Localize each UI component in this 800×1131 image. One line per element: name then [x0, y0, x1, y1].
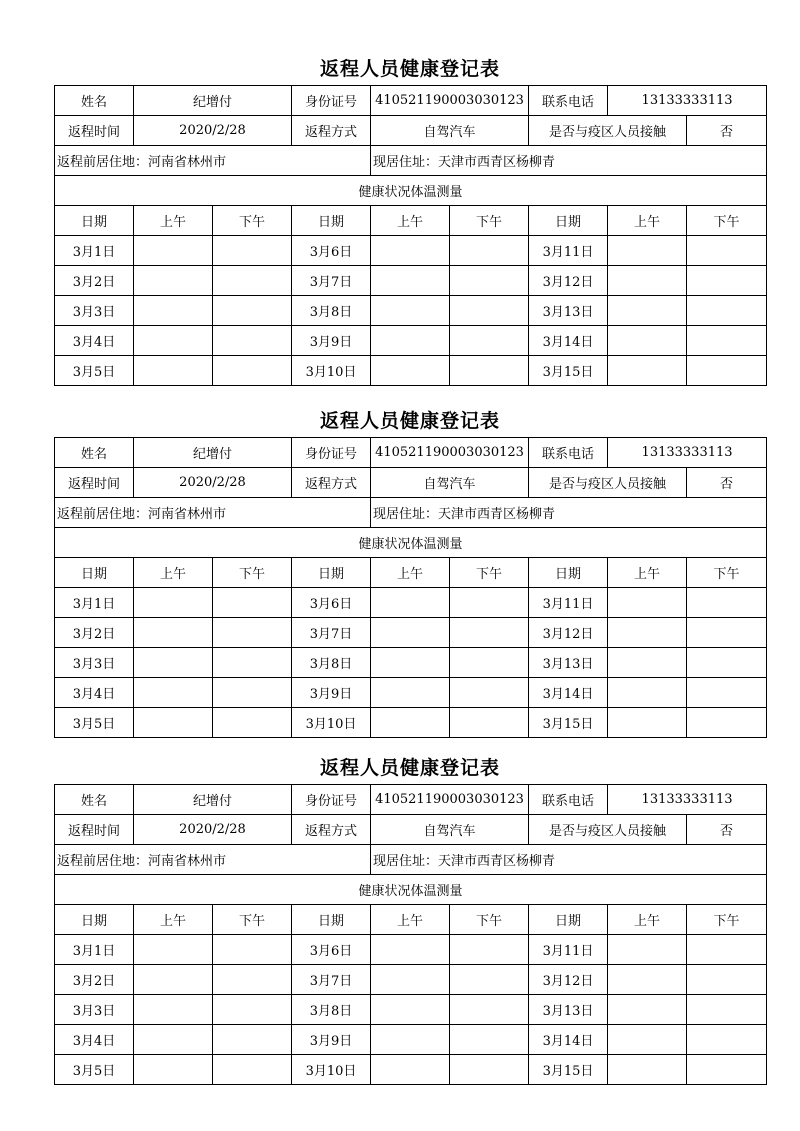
return-time-label: 返程时间	[55, 116, 134, 146]
date-cell: 3月13日	[529, 648, 608, 678]
am-temp-cell[interactable]	[371, 965, 450, 995]
column-header-row	[55, 905, 767, 935]
info-row-1	[55, 438, 767, 468]
date-cell: 3月14日	[529, 326, 608, 356]
contact-label: 是否与疫区人员接触	[529, 116, 687, 146]
current-address	[371, 845, 767, 875]
pm-temp-cell[interactable]	[687, 1055, 767, 1085]
am-temp-cell[interactable]	[134, 708, 213, 738]
am-temp-cell[interactable]	[134, 1055, 213, 1085]
current-address-value: 天津市西青区杨柳青	[438, 507, 556, 522]
table-row	[55, 618, 767, 648]
am-temp-cell[interactable]	[608, 648, 687, 678]
health-section-label: 健康状况体温测量	[55, 176, 767, 206]
date-cell: 3月15日	[529, 1055, 608, 1085]
am-temp-cell[interactable]	[371, 356, 450, 386]
am-temp-cell[interactable]	[371, 266, 450, 296]
form-title: 返程人员健康登记表	[319, 757, 500, 779]
contact-label: 是否与疫区人员接触	[529, 815, 687, 845]
phone-value: 13133333113	[608, 785, 767, 815]
id-value: 410521190003030123	[371, 86, 529, 116]
date-cell: 3月9日	[292, 678, 371, 708]
date-header: 日期	[55, 206, 134, 236]
am-temp-cell[interactable]	[608, 296, 687, 326]
info-row-2	[55, 116, 767, 146]
prev-address	[55, 498, 371, 528]
am-temp-cell[interactable]	[371, 236, 450, 266]
date-cell: 3月2日	[55, 618, 134, 648]
pm-temp-cell[interactable]	[450, 935, 529, 965]
id-label: 身份证号	[292, 785, 371, 815]
date-cell: 3月11日	[529, 588, 608, 618]
form-title: 返程人员健康登记表	[319, 410, 500, 432]
current-address-label: 现居住址：	[373, 854, 439, 869]
am-temp-cell[interactable]	[608, 326, 687, 356]
name-label: 姓名	[55, 785, 134, 815]
table-row	[55, 588, 767, 618]
name-value: 纪增付	[134, 438, 292, 468]
am-temp-cell[interactable]	[134, 588, 213, 618]
date-cell: 3月10日	[292, 1055, 371, 1085]
date-cell: 3月7日	[292, 965, 371, 995]
am-temp-cell[interactable]	[134, 236, 213, 266]
date-header: 日期	[529, 558, 608, 588]
current-address-label: 现居住址：	[373, 507, 439, 522]
info-row-1	[55, 86, 767, 116]
table-row	[55, 965, 767, 995]
am-header: 上午	[371, 206, 450, 236]
date-cell: 3月11日	[529, 236, 608, 266]
date-cell: 3月15日	[529, 356, 608, 386]
am-temp-cell[interactable]	[608, 965, 687, 995]
am-header: 上午	[134, 206, 213, 236]
prev-address-value: 河南省林州市	[148, 507, 227, 522]
am-temp-cell[interactable]	[371, 935, 450, 965]
table-row	[55, 995, 767, 1025]
pm-header: 下午	[213, 905, 292, 935]
return-mode-value: 自驾汽车	[371, 116, 529, 146]
pm-temp-cell[interactable]	[450, 588, 529, 618]
pm-temp-cell[interactable]	[687, 266, 767, 296]
table-row	[55, 236, 767, 266]
table-row	[55, 326, 767, 356]
date-header: 日期	[292, 558, 371, 588]
date-header: 日期	[55, 558, 134, 588]
prev-address-value: 河南省林州市	[148, 155, 227, 170]
pm-header: 下午	[213, 558, 292, 588]
return-time-label: 返程时间	[55, 815, 134, 845]
return-mode-value: 自驾汽车	[371, 815, 529, 845]
prev-address-label: 返程前居住地：	[57, 155, 149, 170]
am-temp-cell[interactable]	[371, 1055, 450, 1085]
date-cell: 3月15日	[529, 708, 608, 738]
am-temp-cell[interactable]	[134, 965, 213, 995]
pm-temp-cell[interactable]	[687, 296, 767, 326]
prev-address-label: 返程前居住地：	[57, 854, 149, 869]
am-temp-cell[interactable]	[608, 708, 687, 738]
am-temp-cell[interactable]	[608, 618, 687, 648]
am-temp-cell[interactable]	[371, 708, 450, 738]
current-address-label: 现居住址：	[373, 155, 439, 170]
am-header: 上午	[608, 558, 687, 588]
registration-form-1	[54, 53, 766, 386]
phone-label: 联系电话	[529, 785, 608, 815]
date-header: 日期	[292, 905, 371, 935]
pm-temp-cell[interactable]	[213, 708, 292, 738]
am-header: 上午	[608, 905, 687, 935]
date-cell: 3月5日	[55, 1055, 134, 1085]
am-temp-cell[interactable]	[608, 995, 687, 1025]
date-cell: 3月12日	[529, 965, 608, 995]
am-temp-cell[interactable]	[371, 326, 450, 356]
pm-temp-cell[interactable]	[687, 708, 767, 738]
table-row	[55, 266, 767, 296]
return-time-value: 2020/2/28	[134, 815, 292, 845]
pm-temp-cell[interactable]	[687, 995, 767, 1025]
date-cell: 3月1日	[55, 236, 134, 266]
pm-temp-cell[interactable]	[450, 648, 529, 678]
date-cell: 3月4日	[55, 1025, 134, 1055]
date-header: 日期	[529, 206, 608, 236]
date-header: 日期	[292, 206, 371, 236]
date-cell: 3月3日	[55, 995, 134, 1025]
registration-table	[54, 85, 767, 386]
return-mode-label: 返程方式	[292, 815, 371, 845]
am-temp-cell[interactable]	[608, 1055, 687, 1085]
am-header: 上午	[134, 905, 213, 935]
table-row	[55, 1025, 767, 1055]
am-header: 上午	[608, 206, 687, 236]
am-temp-cell[interactable]	[608, 935, 687, 965]
pm-header: 下午	[450, 206, 529, 236]
pm-header: 下午	[687, 206, 767, 236]
pm-temp-cell[interactable]	[450, 266, 529, 296]
registration-table	[54, 437, 767, 738]
am-header: 上午	[371, 905, 450, 935]
current-address-value: 天津市西青区杨柳青	[438, 854, 556, 869]
date-cell: 3月7日	[292, 618, 371, 648]
pm-temp-cell[interactable]	[687, 965, 767, 995]
table-row	[55, 356, 767, 386]
pm-temp-cell[interactable]	[213, 356, 292, 386]
pm-temp-cell[interactable]	[687, 935, 767, 965]
date-cell: 3月8日	[292, 648, 371, 678]
am-temp-cell[interactable]	[134, 326, 213, 356]
pm-temp-cell[interactable]	[213, 236, 292, 266]
date-cell: 3月8日	[292, 995, 371, 1025]
contact-value: 否	[687, 815, 767, 845]
prev-address-label: 返程前居住地：	[57, 507, 149, 522]
date-cell: 3月6日	[292, 236, 371, 266]
return-time-value: 2020/2/28	[134, 468, 292, 498]
date-cell: 3月2日	[55, 965, 134, 995]
return-mode-value: 自驾汽车	[371, 468, 529, 498]
table-row	[55, 296, 767, 326]
health-section-label: 健康状况体温测量	[55, 528, 767, 558]
pm-temp-cell[interactable]	[687, 1025, 767, 1055]
pm-temp-cell[interactable]	[450, 995, 529, 1025]
health-section-row	[55, 528, 767, 558]
table-row	[55, 678, 767, 708]
am-temp-cell[interactable]	[134, 935, 213, 965]
pm-temp-cell[interactable]	[213, 618, 292, 648]
registration-table	[54, 784, 767, 1085]
address-row	[55, 146, 767, 176]
table-row	[55, 708, 767, 738]
pm-temp-cell[interactable]	[213, 326, 292, 356]
column-header-row	[55, 558, 767, 588]
date-header: 日期	[529, 905, 608, 935]
date-cell: 3月13日	[529, 296, 608, 326]
pm-temp-cell[interactable]	[687, 236, 767, 266]
date-cell: 3月1日	[55, 935, 134, 965]
pm-temp-cell[interactable]	[450, 1025, 529, 1055]
pm-header: 下午	[213, 206, 292, 236]
date-cell: 3月8日	[292, 296, 371, 326]
date-cell: 3月3日	[55, 648, 134, 678]
am-temp-cell[interactable]	[134, 356, 213, 386]
am-temp-cell[interactable]	[371, 1025, 450, 1055]
phone-label: 联系电话	[529, 438, 608, 468]
pm-temp-cell[interactable]	[450, 678, 529, 708]
am-temp-cell[interactable]	[608, 678, 687, 708]
am-temp-cell[interactable]	[134, 995, 213, 1025]
date-cell: 3月9日	[292, 326, 371, 356]
pm-temp-cell[interactable]	[687, 356, 767, 386]
prev-address	[55, 845, 371, 875]
pm-temp-cell[interactable]	[450, 1055, 529, 1085]
date-cell: 3月14日	[529, 1025, 608, 1055]
current-address	[371, 146, 767, 176]
am-temp-cell[interactable]	[371, 588, 450, 618]
table-row	[55, 648, 767, 678]
pm-temp-cell[interactable]	[213, 266, 292, 296]
contact-value: 否	[687, 468, 767, 498]
pm-temp-cell[interactable]	[450, 618, 529, 648]
am-header: 上午	[134, 558, 213, 588]
id-value: 410521190003030123	[371, 438, 529, 468]
am-temp-cell[interactable]	[134, 618, 213, 648]
pm-temp-cell[interactable]	[213, 648, 292, 678]
current-address	[371, 498, 767, 528]
pm-temp-cell[interactable]	[450, 356, 529, 386]
am-temp-cell[interactable]	[371, 995, 450, 1025]
am-temp-cell[interactable]	[608, 266, 687, 296]
am-temp-cell[interactable]	[371, 618, 450, 648]
am-temp-cell[interactable]	[608, 588, 687, 618]
info-row-2	[55, 468, 767, 498]
pm-temp-cell[interactable]	[450, 965, 529, 995]
date-cell: 3月10日	[292, 356, 371, 386]
pm-temp-cell[interactable]	[687, 678, 767, 708]
pm-temp-cell[interactable]	[450, 708, 529, 738]
info-row-1	[55, 785, 767, 815]
health-section-row	[55, 875, 767, 905]
date-cell: 3月12日	[529, 266, 608, 296]
date-cell: 3月6日	[292, 935, 371, 965]
address-row	[55, 845, 767, 875]
am-temp-cell[interactable]	[608, 1025, 687, 1055]
am-temp-cell[interactable]	[371, 296, 450, 326]
return-time-value: 2020/2/28	[134, 116, 292, 146]
phone-label: 联系电话	[529, 86, 608, 116]
pm-temp-cell[interactable]	[687, 326, 767, 356]
pm-temp-cell[interactable]	[687, 588, 767, 618]
date-cell: 3月5日	[55, 356, 134, 386]
pm-temp-cell[interactable]	[213, 935, 292, 965]
date-cell: 3月4日	[55, 326, 134, 356]
date-header: 日期	[55, 905, 134, 935]
pm-temp-cell[interactable]	[213, 1025, 292, 1055]
pm-header: 下午	[687, 905, 767, 935]
pm-temp-cell[interactable]	[450, 236, 529, 266]
registration-form-2	[54, 405, 766, 738]
am-temp-cell[interactable]	[134, 678, 213, 708]
date-cell: 3月1日	[55, 588, 134, 618]
prev-address	[55, 146, 371, 176]
date-cell: 3月10日	[292, 708, 371, 738]
contact-value: 否	[687, 116, 767, 146]
address-row	[55, 498, 767, 528]
date-cell: 3月9日	[292, 1025, 371, 1055]
return-mode-label: 返程方式	[292, 116, 371, 146]
form-title: 返程人员健康登记表	[319, 58, 500, 80]
return-mode-label: 返程方式	[292, 468, 371, 498]
date-cell: 3月14日	[529, 678, 608, 708]
pm-temp-cell[interactable]	[213, 296, 292, 326]
am-temp-cell[interactable]	[371, 648, 450, 678]
name-value: 纪增付	[134, 86, 292, 116]
pm-temp-cell[interactable]	[450, 296, 529, 326]
date-cell: 3月6日	[292, 588, 371, 618]
am-temp-cell[interactable]	[134, 266, 213, 296]
am-temp-cell[interactable]	[134, 1025, 213, 1055]
date-cell: 3月13日	[529, 995, 608, 1025]
return-time-label: 返程时间	[55, 468, 134, 498]
table-row	[55, 1055, 767, 1085]
id-label: 身份证号	[292, 438, 371, 468]
date-cell: 3月12日	[529, 618, 608, 648]
pm-temp-cell[interactable]	[213, 588, 292, 618]
am-temp-cell[interactable]	[134, 648, 213, 678]
current-address-value: 天津市西青区杨柳青	[438, 155, 556, 170]
am-temp-cell[interactable]	[371, 678, 450, 708]
pm-temp-cell[interactable]	[687, 618, 767, 648]
am-header: 上午	[371, 558, 450, 588]
date-cell: 3月3日	[55, 296, 134, 326]
date-cell: 3月2日	[55, 266, 134, 296]
pm-temp-cell[interactable]	[213, 678, 292, 708]
info-row-2	[55, 815, 767, 845]
pm-temp-cell[interactable]	[687, 648, 767, 678]
am-temp-cell[interactable]	[134, 296, 213, 326]
column-header-row	[55, 206, 767, 236]
phone-value: 13133333113	[608, 438, 767, 468]
name-label: 姓名	[55, 86, 134, 116]
health-section-label: 健康状况体温测量	[55, 875, 767, 905]
phone-value: 13133333113	[608, 86, 767, 116]
pm-header: 下午	[450, 558, 529, 588]
table-row	[55, 935, 767, 965]
date-cell: 3月7日	[292, 266, 371, 296]
date-cell: 3月4日	[55, 678, 134, 708]
registration-form-3	[54, 752, 766, 1085]
prev-address-value: 河南省林州市	[148, 854, 227, 869]
am-temp-cell[interactable]	[608, 356, 687, 386]
pm-header: 下午	[450, 905, 529, 935]
id-value: 410521190003030123	[371, 785, 529, 815]
am-temp-cell[interactable]	[608, 236, 687, 266]
date-cell: 3月11日	[529, 935, 608, 965]
health-section-row	[55, 176, 767, 206]
pm-temp-cell[interactable]	[213, 1055, 292, 1085]
name-value: 纪增付	[134, 785, 292, 815]
pm-header: 下午	[687, 558, 767, 588]
name-label: 姓名	[55, 438, 134, 468]
date-cell: 3月5日	[55, 708, 134, 738]
pm-temp-cell[interactable]	[450, 326, 529, 356]
pm-temp-cell[interactable]	[213, 965, 292, 995]
id-label: 身份证号	[292, 86, 371, 116]
contact-label: 是否与疫区人员接触	[529, 468, 687, 498]
pm-temp-cell[interactable]	[213, 995, 292, 1025]
